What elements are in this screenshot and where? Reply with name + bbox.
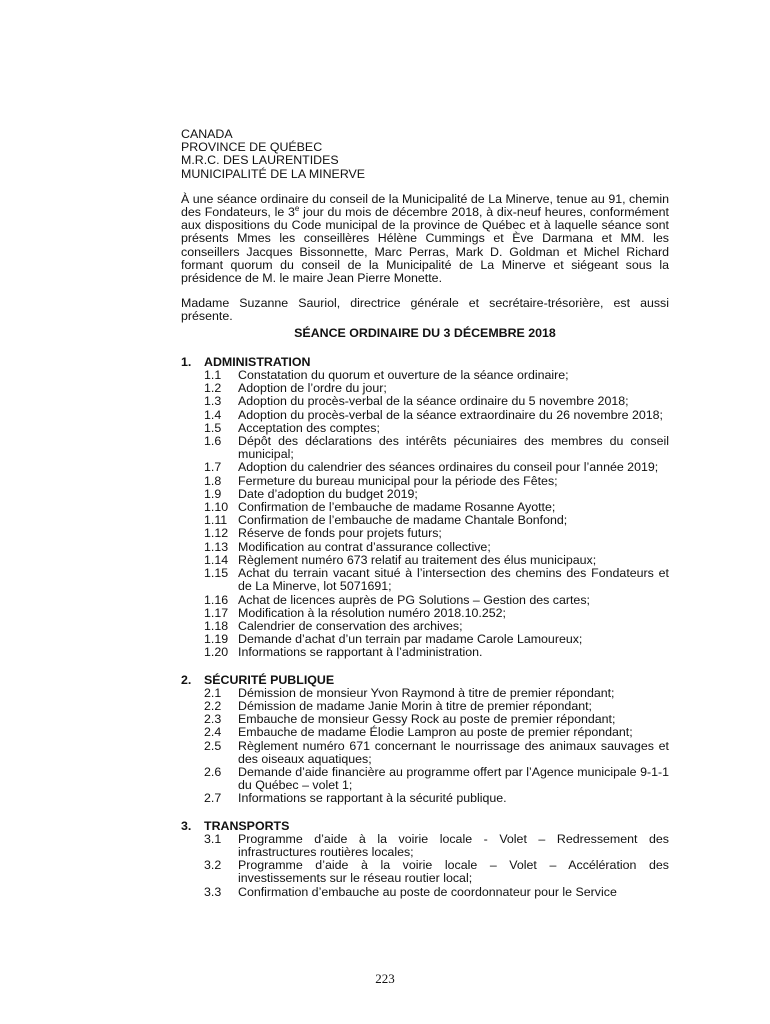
agenda-item	[181, 646, 669, 659]
item-text: Achat du terrain vacant situé à l’intersection des chemins des Fondateurs et de La Minerve, lot 5071691;	[238, 566, 669, 594]
item-number: 1.14	[204, 552, 229, 567]
item-number: 1.19	[204, 632, 229, 647]
item-number: 1.1	[204, 368, 222, 383]
agenda-item	[181, 766, 669, 792]
header-line: MUNICIPALITÉ DE LA MINERVE	[181, 166, 366, 181]
item-number: 1.16	[204, 592, 229, 607]
agenda-item	[181, 792, 669, 805]
intro-text-continued: jour du mois de décembre 2018, à dix-neuf heures, conformément aux dispositions du Code municipal de la province de Québec et à laquelle séance sont présents Mmes les conseillères Hélène Cummings et Ève Darmana et MM. les conseillers Jacques Bissonnette, Marc Perras, Mark D. Goldman et Michel Richard formant quorum du conseil de la Municipalité de La Minerve et siégeant sous la présidence de M. le maire Jean Pierre Monette.	[181, 205, 669, 286]
item-number: 1.5	[204, 420, 222, 435]
section-title: ADMINISTRATION	[204, 354, 311, 369]
item-number: 2.4	[204, 725, 222, 740]
agenda-sections	[181, 356, 669, 899]
agenda-item	[181, 541, 669, 554]
agenda-item	[181, 740, 669, 766]
item-text: Réserve de fonds pour projets futurs;	[238, 526, 442, 541]
item-text: Confirmation de l’embauche de madame Rosanne Ayotte;	[238, 500, 556, 515]
item-text: Démission de monsieur Yvon Raymond à titre de premier répondant;	[238, 685, 615, 700]
item-number: 1.10	[204, 500, 229, 515]
item-number: 1.6	[204, 434, 222, 449]
item-number: 1.8	[204, 473, 222, 488]
agenda-section	[181, 674, 669, 806]
section-title: TRANSPORTS	[204, 818, 290, 833]
agenda-item	[181, 594, 669, 607]
item-text: Adoption du procès-verbal de la séance extraordinaire du 26 novembre 2018;	[238, 407, 663, 422]
agenda-item	[181, 395, 669, 408]
agenda-item	[181, 475, 669, 488]
item-number: 2.1	[204, 685, 222, 700]
item-text: Acceptation des comptes;	[238, 420, 380, 435]
item-number: 1.20	[204, 645, 229, 660]
section-number: 2.	[181, 672, 192, 687]
item-text: Demande d’aide financière au programme offert par l’Agence municipale 9-1-1 du Québec – volet 1;	[238, 764, 669, 793]
agenda-item	[181, 461, 669, 474]
item-number: 2.5	[204, 738, 222, 753]
item-number: 1.18	[204, 618, 229, 633]
item-number: 1.7	[204, 460, 222, 475]
item-number: 1.13	[204, 539, 229, 554]
agenda-item	[181, 859, 669, 885]
intro-text: À une séance ordinaire du conseil de la Municipalité de La Minerve, tenue au 91, chemin des Fondateurs, le 3	[181, 191, 669, 220]
item-text: Adoption du procès-verbal de la séance ordinaire du 5 novembre 2018;	[238, 394, 629, 409]
item-number: 1.3	[204, 394, 222, 409]
item-text: Adoption de l’ordre du jour;	[238, 381, 387, 396]
presence-paragraph: Madame Suzanne Sauriol, directrice générale et secrétaire-trésorière, est aussi présente.	[181, 296, 669, 324]
page-number: 223	[375, 971, 395, 986]
item-number: 1.11	[204, 513, 228, 528]
item-number: 3.3	[204, 884, 222, 899]
session-title: SÉANCE ORDINAIRE DU 3 DÉCEMBRE 2018	[294, 325, 556, 340]
item-text: Adoption du calendrier des séances ordinaires du conseil pour l’année 2019;	[238, 460, 659, 475]
item-number: 3.2	[204, 858, 222, 873]
item-text: Calendrier de conservation des archives;	[238, 618, 463, 633]
item-number: 1.15	[204, 566, 229, 581]
section-heading	[181, 674, 669, 687]
document-page	[181, 128, 669, 899]
ordinal-superscript: e	[294, 203, 300, 213]
item-text: Informations se rapportant à l’administration.	[238, 645, 483, 660]
agenda-item	[181, 607, 669, 620]
item-number: 2.2	[204, 698, 222, 713]
intro-paragraph	[181, 193, 669, 285]
section-number: 3.	[181, 818, 192, 833]
agenda-item	[181, 886, 669, 899]
agenda-item	[181, 409, 669, 422]
header-line: PROVINCE DE QUÉBEC	[181, 140, 323, 155]
item-text: Achat de licences auprès de PG Solutions – Gestion des cartes;	[238, 592, 590, 607]
item-number: 1.4	[204, 407, 222, 422]
item-text: Règlement numéro 673 relatif au traitement des élus municipaux;	[238, 552, 597, 567]
agenda-item	[181, 527, 669, 540]
item-number: 1.12	[204, 526, 229, 541]
item-text: Informations se rapportant à la sécurité publique.	[238, 791, 507, 806]
agenda-item	[181, 567, 669, 593]
item-text: Confirmation de l’embauche de madame Chantale Bonfond;	[238, 513, 568, 528]
item-text: Constatation du quorum et ouverture de la séance ordinaire;	[238, 368, 569, 383]
item-number: 1.2	[204, 381, 222, 396]
item-number: 2.6	[204, 764, 222, 779]
item-text: Programme d’aide à la voirie locale - Volet – Redressement des infrastructures routières locales;	[238, 831, 669, 859]
item-text: Confirmation d’embauche au poste de coordonnateur pour le Service	[238, 884, 617, 899]
section-heading	[181, 820, 669, 833]
agenda-item	[181, 833, 669, 859]
item-text: Démission de madame Janie Morin à titre de premier répondant;	[238, 698, 592, 713]
item-text: Date d’adoption du budget 2019;	[238, 486, 418, 501]
item-text: Fermeture du bureau municipal pour la période des Fêtes;	[238, 473, 558, 488]
item-text: Règlement numéro 671 concernant le nourrissage des animaux sauvages et des oiseaux aquatiques;	[238, 738, 669, 766]
section-title: SÉCURITÉ PUBLIQUE	[204, 672, 335, 687]
item-text: Programme d’aide à la voirie locale – Volet – Accélération des investissements sur le réseau routier local;	[238, 858, 669, 886]
item-text: Dépôt des déclarations des intérêts pécuniaires des membres du conseil municipal;	[238, 434, 669, 462]
address-header	[181, 128, 669, 181]
item-number: 3.1	[204, 831, 222, 846]
agenda-item	[181, 726, 669, 739]
header-line: CANADA	[181, 127, 233, 141]
item-text: Modification à la résolution numéro 2018.10.252;	[238, 605, 506, 620]
agenda-item	[181, 687, 669, 700]
item-text: Demande d’achat d’un terrain par madame Carole Lamoureux;	[238, 632, 583, 647]
item-text: Modification au contrat d’assurance collective;	[238, 539, 491, 554]
item-text: Embauche de monsieur Gessy Rock au poste de premier répondant;	[238, 712, 616, 727]
agenda-item	[181, 435, 669, 461]
item-text: Embauche de madame Élodie Lampron au poste de premier répondant;	[238, 725, 633, 740]
item-number: 2.7	[204, 791, 222, 806]
item-number: 1.17	[204, 605, 229, 620]
header-line: M.R.C. DES LAURENTIDES	[181, 153, 339, 168]
item-number: 2.3	[204, 712, 222, 727]
item-number: 1.9	[204, 486, 222, 501]
section-number: 1.	[181, 354, 192, 369]
agenda-section	[181, 820, 669, 899]
agenda-section	[181, 356, 669, 660]
